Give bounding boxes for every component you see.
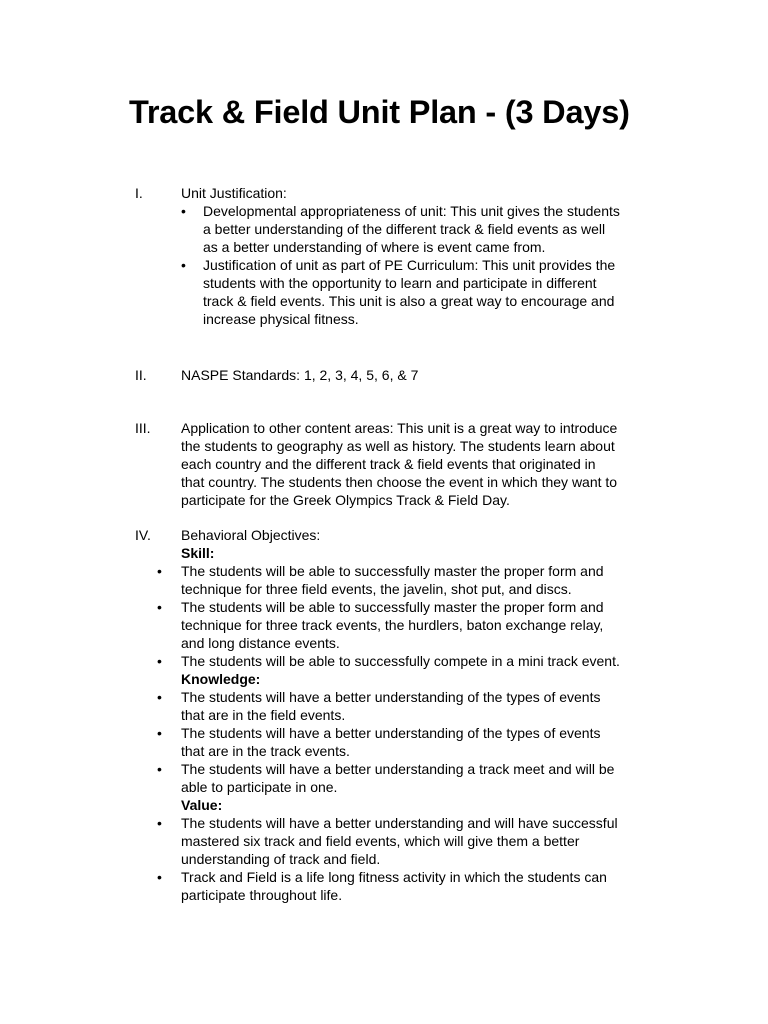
list-item-line: Track and Field is a life long fitness activity in which the students can bbox=[181, 869, 607, 885]
paragraph-line: the students to geography as well as history. The students learn about bbox=[181, 438, 615, 454]
list-item-line: mastered six track and field events, which will give them a better bbox=[181, 833, 580, 849]
skill-list bbox=[0, 562, 768, 670]
bullet-icon: • bbox=[157, 689, 162, 705]
section-paragraph bbox=[181, 419, 659, 509]
subheading-knowledge: Knowledge: bbox=[181, 671, 261, 687]
list-item-line: The students will be able to successfully compete in a mini track event. bbox=[181, 653, 620, 669]
paragraph-line: Application to other content areas: This unit is a great way to introduce bbox=[181, 420, 618, 436]
list-item-line: The students will have a better understanding a track meet and will be bbox=[181, 761, 615, 777]
list-item bbox=[0, 256, 768, 328]
section-numeral: IV. bbox=[135, 527, 151, 543]
list-item bbox=[0, 202, 768, 256]
document-title: Track & Field Unit Plan - (3 Days) bbox=[129, 94, 630, 130]
value-list bbox=[0, 814, 768, 904]
list-item-line: increase physical fitness. bbox=[203, 311, 359, 327]
justification-list bbox=[0, 202, 768, 328]
paragraph-line: each country and the different track & field events that originated in bbox=[181, 456, 596, 472]
list-item bbox=[0, 598, 768, 652]
section-heading: NASPE Standards: 1, 2, 3, 4, 5, 6, & 7 bbox=[181, 367, 419, 383]
list-item-line: Developmental appropriateness of unit: This unit gives the students bbox=[203, 203, 620, 219]
list-item-line: The students will have a better understanding of the types of events bbox=[181, 689, 601, 705]
list-item-line: and long distance events. bbox=[181, 635, 340, 651]
list-item-line: technique for three track events, the hurdlers, baton exchange relay, bbox=[181, 617, 604, 633]
bullet-icon: • bbox=[157, 869, 162, 885]
list-item-line: a better understanding of the different track & field events as well bbox=[203, 221, 606, 237]
section-numeral: I. bbox=[135, 185, 143, 201]
bullet-icon: • bbox=[157, 815, 162, 831]
knowledge-list bbox=[0, 688, 768, 796]
list-item-line: The students will have a better understanding of the types of events bbox=[181, 725, 601, 741]
list-item-line: understanding of track and field. bbox=[181, 851, 381, 867]
bullet-icon: • bbox=[157, 653, 162, 669]
list-item-line: Justification of unit as part of PE Curriculum: This unit provides the bbox=[203, 257, 616, 273]
section-numeral: II. bbox=[135, 367, 147, 383]
bullet-icon: • bbox=[181, 257, 186, 273]
list-item bbox=[0, 688, 768, 724]
list-item-line: participate throughout life. bbox=[181, 887, 343, 903]
paragraph-line: that country. The students then choose the event in which they want to bbox=[181, 474, 618, 490]
list-item-line: technique for three field events, the javelin, shot put, and discs. bbox=[181, 581, 572, 597]
list-item-line: The students will have a better understanding and will have successful bbox=[181, 815, 618, 831]
list-item-line: track & field events. This unit is also a great way to encourage and bbox=[203, 293, 615, 309]
list-item-line: The students will be able to successfully master the proper form and bbox=[181, 563, 604, 579]
subheading-value: Value: bbox=[181, 797, 223, 813]
paragraph-line: participate for the Greek Olympics Track & Field Day. bbox=[181, 492, 510, 508]
section-heading: Behavioral Objectives: bbox=[181, 527, 321, 543]
list-item-line: that are in the track events. bbox=[181, 743, 350, 759]
list-item bbox=[0, 724, 768, 760]
subheading-skill: Skill: bbox=[181, 545, 215, 561]
list-item bbox=[0, 562, 768, 598]
bullet-icon: • bbox=[157, 761, 162, 777]
list-item-line: that are in the field events. bbox=[181, 707, 346, 723]
list-item-line: The students will be able to successfully master the proper form and bbox=[181, 599, 604, 615]
bullet-icon: • bbox=[157, 599, 162, 615]
list-item-line: as a better understanding of where is event came from. bbox=[203, 239, 546, 255]
list-item bbox=[0, 868, 768, 904]
section-numeral: III. bbox=[135, 420, 151, 436]
list-item-line: able to participate in one. bbox=[181, 779, 338, 795]
bullet-icon: • bbox=[157, 725, 162, 741]
list-item bbox=[0, 652, 768, 670]
bullet-icon: • bbox=[181, 203, 186, 219]
objectives-block bbox=[0, 544, 768, 904]
list-item-line: students with the opportunity to learn and participate in different bbox=[203, 275, 597, 291]
list-item bbox=[0, 814, 768, 868]
bullet-icon: • bbox=[157, 563, 162, 579]
section-heading: Unit Justification: bbox=[181, 185, 287, 201]
list-item bbox=[0, 760, 768, 796]
